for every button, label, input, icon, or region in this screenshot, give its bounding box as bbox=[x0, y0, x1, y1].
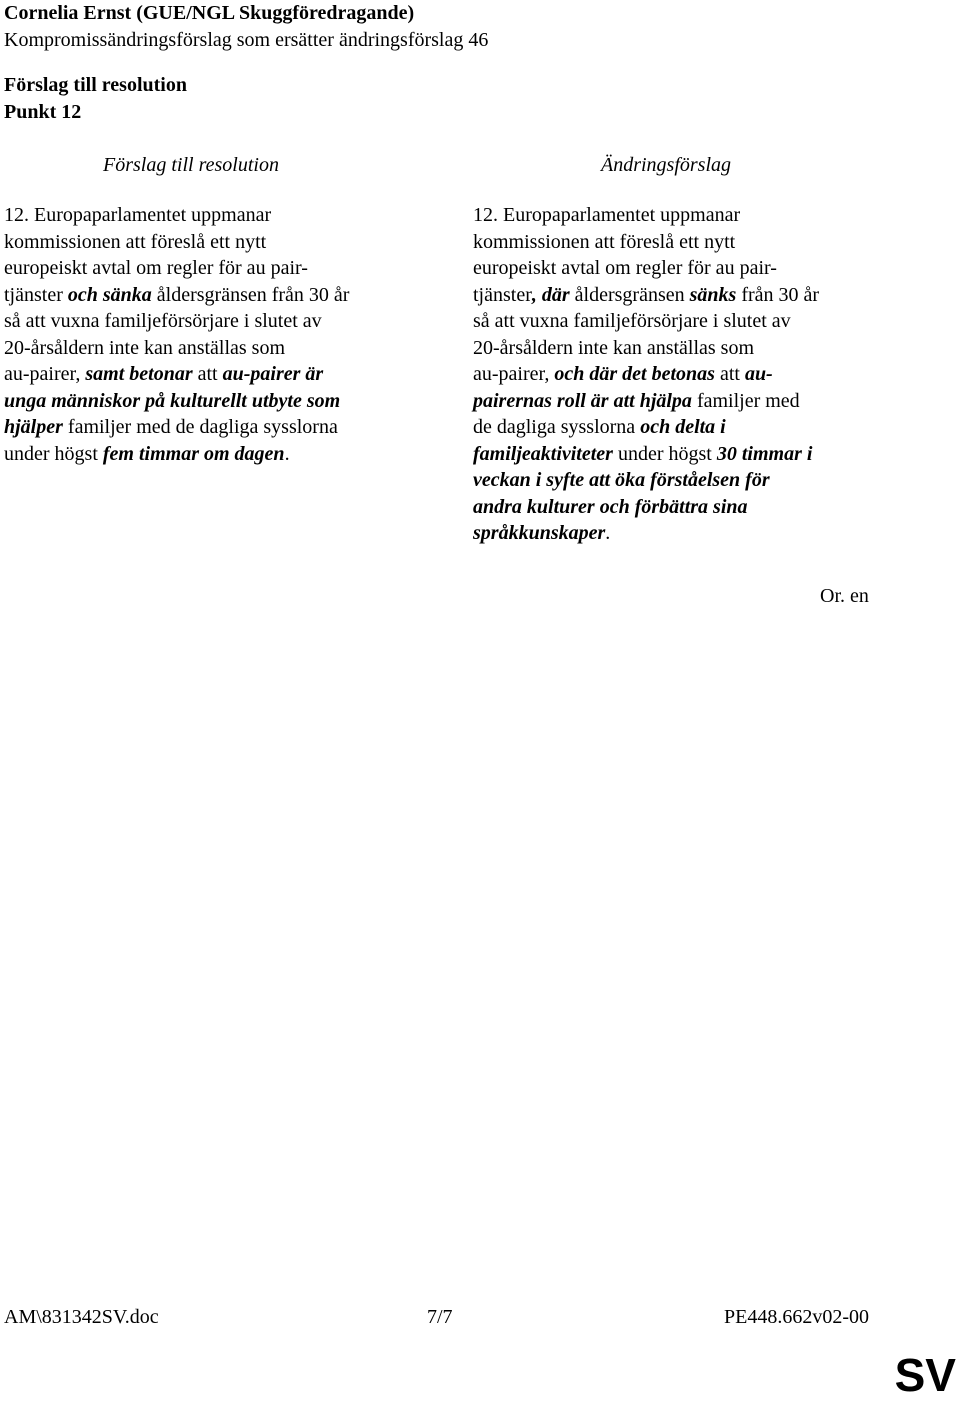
right-column-heading: Ändringsförslag bbox=[601, 154, 732, 176]
text-line bbox=[473, 467, 819, 494]
emphasized-text: hjälper bbox=[4, 416, 63, 438]
text-line bbox=[473, 494, 819, 521]
text-line bbox=[4, 202, 349, 229]
emphasized-text: och där det betonas bbox=[554, 363, 715, 385]
text-segment: familjer med de dagliga sysslorna bbox=[62, 416, 338, 438]
text-line bbox=[473, 441, 819, 468]
text-segment: under högst bbox=[4, 442, 103, 465]
emphasized-text: veckan i syfte att öka förståelsen för bbox=[473, 469, 770, 491]
text-segment: tjänster bbox=[473, 283, 532, 306]
text-line bbox=[4, 282, 349, 309]
language-code: SV bbox=[894, 1349, 956, 1401]
emphasized-text: unga människor på kulturellt utbyte som bbox=[4, 389, 341, 412]
amendment-text-column bbox=[473, 202, 819, 547]
proposal-block bbox=[4, 72, 187, 125]
original-text-column bbox=[4, 202, 349, 467]
text-segment: 20-årsåldern inte kan anställas som bbox=[4, 336, 286, 359]
emphasized-text: au-pairer är bbox=[222, 363, 324, 385]
text-segment: så att vuxna familjeförsörjare i slutet av bbox=[473, 310, 791, 332]
emphasized-text: pairernas roll är att hjälpa bbox=[473, 389, 692, 412]
emphasized-text: andra kulturer och förbättra sina bbox=[473, 495, 748, 518]
emphasized-text: fem timmar om dagen bbox=[102, 442, 285, 465]
emphasized-text: språkkunskaper bbox=[473, 522, 606, 544]
text-segment: familjer med bbox=[691, 389, 800, 412]
document-header bbox=[4, 0, 488, 53]
emphasized-text: och delta i bbox=[640, 416, 726, 438]
proposal-title: Förslag till resolution bbox=[4, 74, 187, 96]
emphasized-text: och sänka bbox=[67, 283, 152, 306]
emphasized-text: familjeaktiviteter bbox=[473, 442, 613, 465]
text-line bbox=[473, 388, 819, 415]
footer-page-number: 7/7 bbox=[427, 1306, 453, 1328]
text-line bbox=[4, 441, 349, 468]
proposal-point: Punkt 12 bbox=[4, 100, 82, 123]
text-segment: tjänster bbox=[4, 283, 68, 306]
emphasized-text: au- bbox=[744, 363, 773, 385]
text-segment: de dagliga sysslorna bbox=[473, 416, 641, 438]
text-segment: åldersgränsen bbox=[569, 283, 690, 306]
text-line bbox=[473, 361, 819, 388]
text-segment: au-pairer, bbox=[473, 363, 555, 385]
text-line bbox=[4, 335, 349, 362]
text-segment: från 30 år bbox=[736, 283, 820, 306]
text-segment: . bbox=[284, 442, 290, 465]
text-line bbox=[4, 229, 349, 256]
emphasized-text: samt betonar bbox=[85, 363, 193, 385]
text-segment: kommissionen att föreslå ett nytt bbox=[4, 230, 267, 253]
text-segment: . bbox=[605, 522, 611, 544]
text-segment: 12. Europaparlamentet uppmanar bbox=[4, 204, 272, 226]
text-segment: 20-årsåldern inte kan anställas som bbox=[473, 336, 755, 359]
footer-doc-ref: AM\831342SV.doc bbox=[4, 1306, 159, 1328]
text-line bbox=[473, 282, 819, 309]
text-line bbox=[473, 229, 819, 256]
text-line bbox=[473, 202, 819, 229]
text-segment: under högst bbox=[612, 442, 717, 465]
text-line bbox=[4, 388, 349, 415]
author-line: Cornelia Ernst (GUE/NGL Skuggföredragande) bbox=[4, 2, 415, 24]
text-segment: europeiskt avtal om regler för au pair- bbox=[473, 257, 777, 279]
text-line bbox=[4, 308, 349, 335]
text-line bbox=[473, 335, 819, 362]
text-line bbox=[4, 361, 349, 388]
emphasized-text: sänks bbox=[689, 283, 737, 306]
text-line bbox=[4, 414, 349, 441]
text-segment: 12. Europaparlamentet uppmanar bbox=[473, 204, 741, 226]
text-line bbox=[473, 414, 819, 441]
text-segment: att bbox=[714, 363, 745, 385]
text-segment: så att vuxna familjeförsörjare i slutet av bbox=[4, 310, 322, 332]
text-line bbox=[473, 255, 819, 282]
emphasized-text: , där bbox=[531, 283, 570, 306]
left-column-heading: Förslag till resolution bbox=[103, 154, 279, 176]
footer-pe-ref: PE448.662v02-00 bbox=[724, 1306, 869, 1328]
text-segment: att bbox=[192, 363, 223, 385]
text-segment: kommissionen att föreslå ett nytt bbox=[473, 230, 736, 253]
amendment-subtitle: Kompromissändringsförslag som ersätter ändringsförslag 46 bbox=[4, 28, 489, 51]
text-segment: au-pairer, bbox=[4, 363, 86, 385]
emphasized-text: 30 timmar i bbox=[716, 442, 813, 465]
original-language: Or. en bbox=[820, 585, 869, 607]
text-line bbox=[473, 308, 819, 335]
text-line bbox=[473, 520, 819, 547]
text-line bbox=[4, 255, 349, 282]
text-segment: europeiskt avtal om regler för au pair- bbox=[4, 257, 308, 279]
text-segment: åldersgränsen från 30 år bbox=[151, 283, 350, 306]
